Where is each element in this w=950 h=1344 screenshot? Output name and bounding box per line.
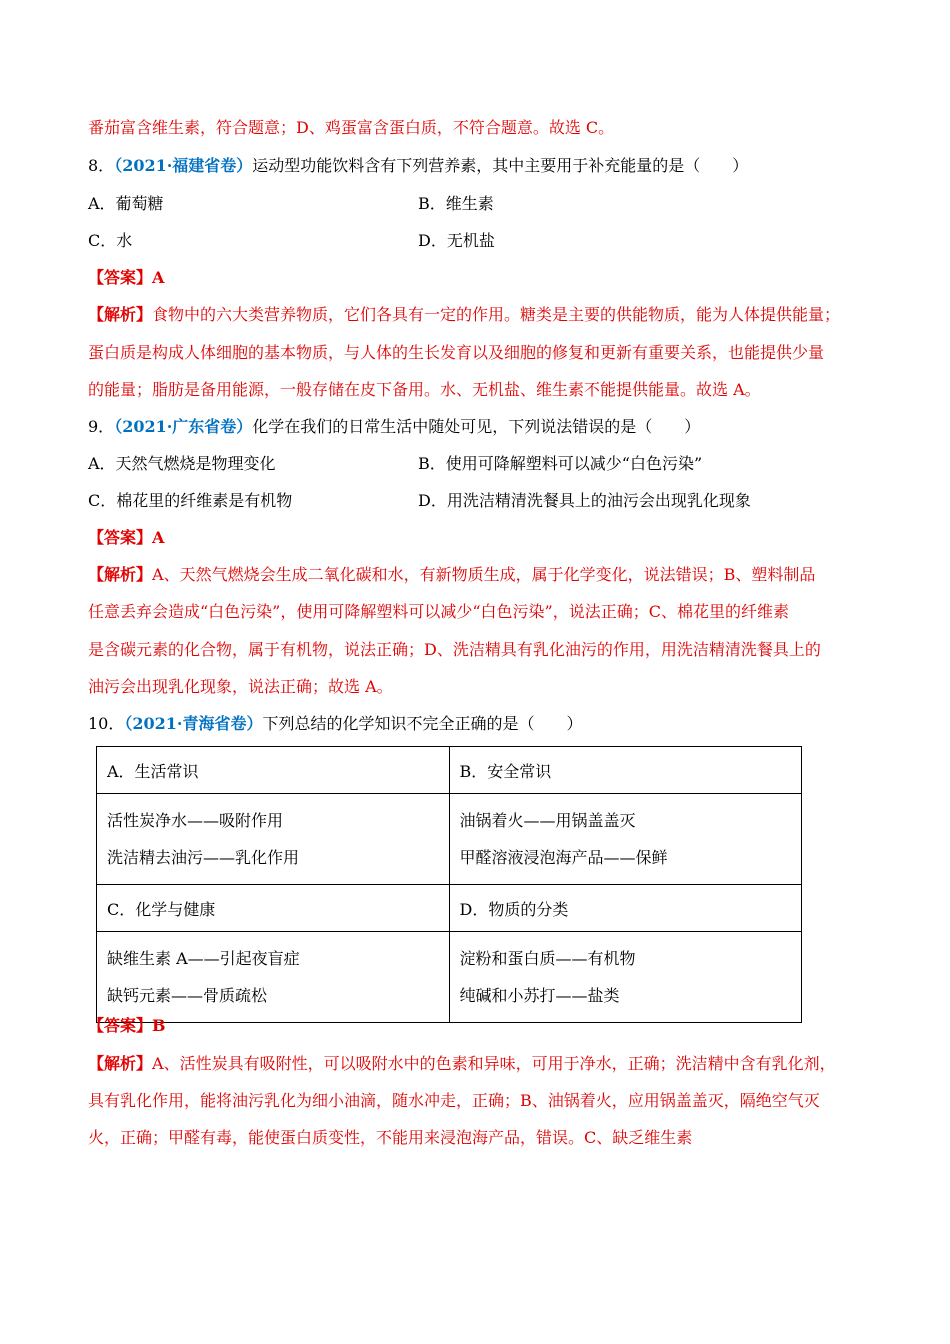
- option-b: B．使用可降解塑料可以减少“白色污染”: [418, 454, 703, 473]
- analysis-line: [88, 563, 815, 587]
- analysis-line: 具有乳化作用，能将油污乳化为细小油滴，随水冲走，正确；B、油锅着火，应用锅盖盖灭，隔绝空气灭: [88, 1091, 820, 1110]
- table-line: 甲醛溶液浸泡海产品——保鲜: [459, 848, 668, 867]
- question-source: （2021·福建省卷）: [114, 156, 253, 175]
- analysis-line: [88, 303, 840, 327]
- question-number: 8．: [88, 156, 115, 175]
- analysis-text: 食物中的六大类营养物质，它们各具有一定的作用。糖类是主要的供能物质，能为人体提供能量；: [152, 305, 841, 324]
- table-cell-b-head: B．安全常识: [449, 747, 802, 794]
- analysis-text: A、天然气燃烧会生成二氧化碳和水，有新物质生成，属于化学变化，说法错误；B、塑料制品: [152, 565, 816, 584]
- table-line: 缺维生素 A——引起夜盲症: [107, 949, 300, 968]
- question-source: （2021·青海省卷）: [124, 714, 263, 733]
- question-10: [88, 712, 583, 736]
- analysis-text: A、活性炭具有吸附性，可以吸附水中的色素和异味，可用于净水，正确；洗洁精中含有乳化剂，: [152, 1054, 836, 1073]
- table-cell-c-head: C．化学与健康: [97, 885, 450, 932]
- question-number: 10．: [88, 714, 125, 733]
- question-stem: 运动型功能饮料含有下列营养素，其中主要用于补充能量的是（ ）: [252, 156, 749, 175]
- option-c: C．棉花里的纤维素是有机物: [88, 491, 293, 510]
- option-a: A．葡萄糖: [88, 194, 164, 213]
- analysis-line: [88, 1052, 836, 1076]
- table-cell-a-head: A．生活常识: [97, 747, 450, 794]
- analysis-label: 【解析】: [88, 565, 153, 584]
- table-cell-a-body: [97, 794, 450, 885]
- answer-line: [88, 526, 164, 550]
- knowledge-table: [96, 746, 802, 1023]
- analysis-label: 【解析】: [88, 1054, 153, 1073]
- analysis-line: 火，正确；甲醛有毒，能使蛋白质变性，不能用来浸泡海产品，错误。C、缺乏维生素: [88, 1128, 693, 1147]
- table-line: 纯碱和小苏打——盐类: [459, 986, 620, 1005]
- answer-value: B: [152, 1016, 166, 1035]
- question-9: [88, 415, 700, 439]
- analysis-line: 蛋白质是构成人体细胞的基本物质，与人体的生长发育以及细胞的修复和更新有重要关系，也能提供少量: [88, 343, 825, 362]
- option-d: D．无机盐: [418, 231, 495, 250]
- question-number: 9．: [88, 417, 115, 436]
- answer-value: A: [152, 528, 165, 547]
- table-line: 淀粉和蛋白质——有机物: [459, 949, 636, 968]
- analysis-line: 的能量；脂肪是备用能源，一般存储在皮下备用。水、无机盐、维生素不能提供能量。故选 A。: [88, 380, 761, 399]
- analysis-line: 是含碳元素的化合物，属于有机物，说法正确；D、洗洁精具有乳化油污的作用，用洗洁精清洗餐具上的: [88, 640, 821, 659]
- previous-analysis-tail: 番茄富含维生素，符合题意；D、鸡蛋富含蛋白质，不符合题意。故选 C。: [88, 118, 615, 137]
- question-8: [88, 154, 748, 178]
- analysis-line: 任意丢弃会造成“白色污染”，使用可降解塑料可以减少“白色污染”，说法正确；C、棉花里的纤维素: [88, 602, 789, 621]
- answer-label: 【答案】: [88, 1016, 153, 1035]
- option-b: B．维生素: [418, 194, 494, 213]
- option-d: D．用洗洁精清洗餐具上的油污会出现乳化现象: [418, 491, 751, 510]
- option-c: C．水: [88, 231, 133, 250]
- question-source: （2021·广东省卷）: [114, 417, 253, 436]
- table-line: 洗洁精去油污——乳化作用: [107, 848, 300, 867]
- table-cell-c-body: [97, 932, 450, 1023]
- answer-line: [88, 266, 164, 290]
- option-a: A．天然气燃烧是物理变化: [88, 454, 276, 473]
- table-cell-d-head: D．物质的分类: [449, 885, 802, 932]
- answer-line: [88, 1014, 166, 1038]
- answer-label: 【答案】: [88, 528, 153, 547]
- question-stem: 下列总结的化学知识不完全正确的是（ ）: [262, 714, 583, 733]
- analysis-label: 【解析】: [88, 305, 153, 324]
- table-cell-d-body: [449, 932, 802, 1023]
- question-stem: 化学在我们的日常生活中随处可见，下列说法错误的是（ ）: [252, 417, 701, 436]
- answer-label: 【答案】: [88, 268, 153, 287]
- table-line: 活性炭净水——吸附作用: [107, 811, 284, 830]
- table-line: 油锅着火——用锅盖盖灭: [459, 811, 636, 830]
- table-cell-b-body: [449, 794, 802, 885]
- analysis-line: 油污会出现乳化现象，说法正确；故选 A。: [88, 677, 393, 696]
- answer-value: A: [152, 268, 165, 287]
- table-line: 缺钙元素——骨质疏松: [107, 986, 268, 1005]
